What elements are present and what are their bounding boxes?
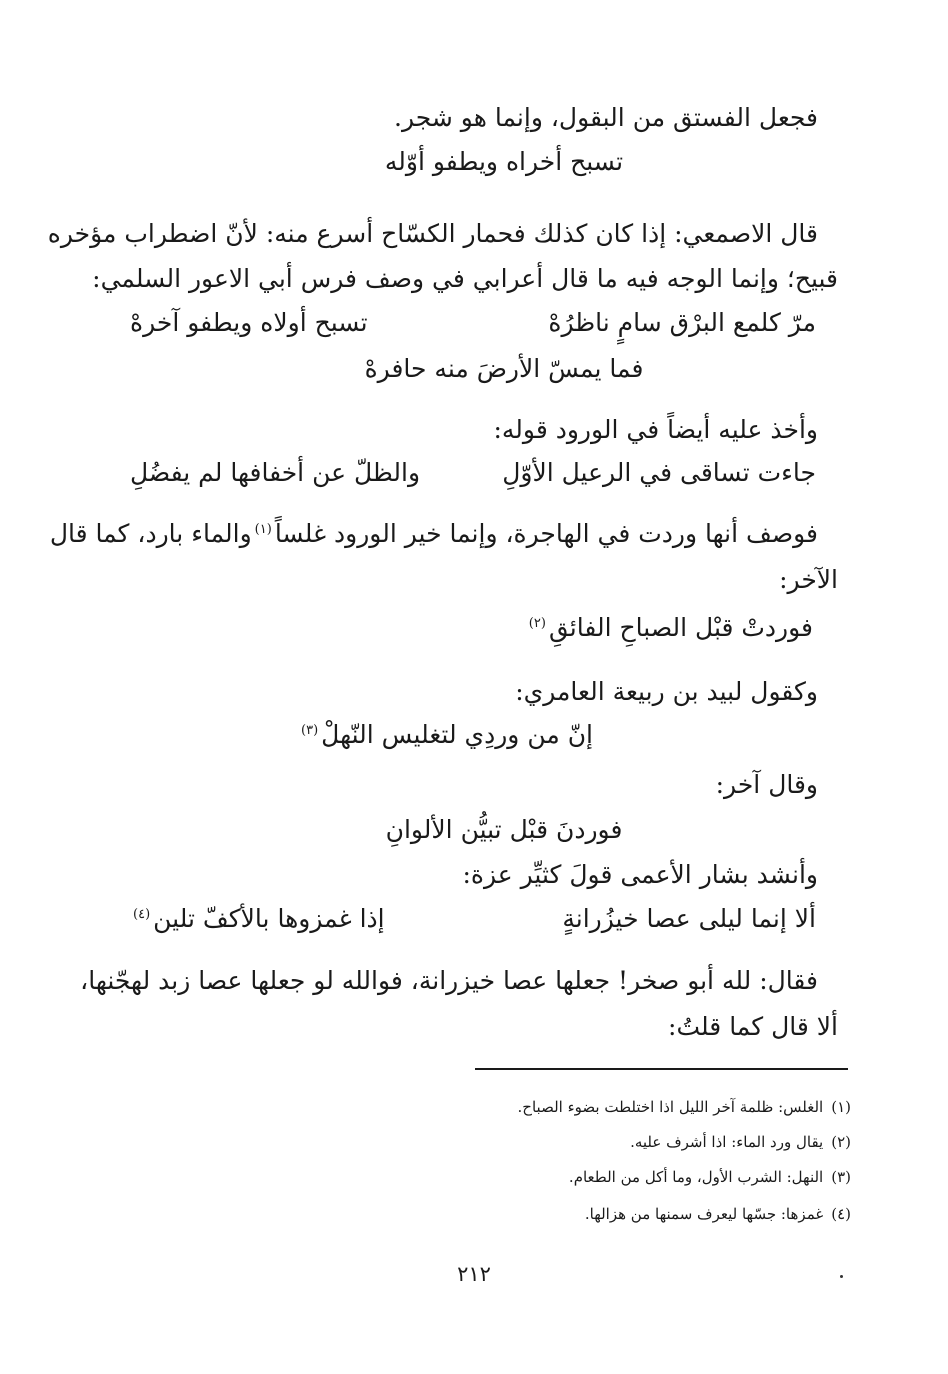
verse-hemistich-first: جاءت تساقى في الرعيل الأوّلِ xyxy=(502,458,816,487)
footnote xyxy=(518,1098,851,1116)
verse-couplet xyxy=(130,904,816,933)
footnote-marker: (٢) xyxy=(528,615,546,631)
verse-text: فوردتْ قبْل الصباحِ الفائقِ xyxy=(548,613,813,642)
paragraph-line: وكقول لبيد بن ربيعة العامري: xyxy=(515,677,818,706)
footnote-text: غمزها: جسّها ليعرف سمنها من هزالها. xyxy=(584,1205,824,1223)
verse-hemistich-second: تسبح أولاه ويطفو آخرهْ xyxy=(130,308,368,337)
footnote-marker: (٣) xyxy=(301,722,319,738)
verse-line xyxy=(526,613,813,642)
verse-hemistich-first: مرّ كلمع البرْق سامٍ ناظرُهْ xyxy=(548,308,816,337)
footnote-divider xyxy=(475,1068,848,1070)
page-number: ٢١٢ xyxy=(457,1262,491,1286)
footnote xyxy=(630,1133,851,1151)
paragraph-line: الآخر: xyxy=(779,565,838,594)
paragraph-text: والماء بارد، كما قال xyxy=(49,519,252,548)
paragraph-line: قال الاصمعي: إذا كان كذلك فحمار الكسّاح أسرع منه: لأنّ اضطراب مؤخره xyxy=(47,219,818,248)
verse-line: فوردنَ قبْل تبيُّن الألوانِ xyxy=(385,815,623,844)
verse-hemistich-first: ألا إنما ليلى عصا خيزُرانةٍ xyxy=(562,904,816,933)
footnote-number: (٢) xyxy=(831,1133,851,1151)
paragraph-line: وأخذ عليه أيضاً في الورود قوله: xyxy=(493,415,818,444)
paragraph-line: وأنشد بشار الأعمى قولَ كثيِّر عزة: xyxy=(462,860,818,889)
footnote-text: يقال ورد الماء: اذا أشرف عليه. xyxy=(630,1133,824,1151)
paragraph-line: وقال آخر: xyxy=(715,770,818,799)
verse-hemistich-second: والظلّ عن أخفافها لم يفضُلِ xyxy=(130,458,421,487)
paragraph-line: ألا قال كما قلتُ: xyxy=(668,1012,838,1041)
verse-couplet xyxy=(130,458,816,487)
paragraph-line xyxy=(49,519,818,548)
footnote-number: (٣) xyxy=(831,1168,851,1186)
verse-line xyxy=(298,720,593,749)
paragraph-line: فقال: لله أبو صخر! جعلها عصا خيزرانة، فوالله لو جعلها عصا زبد لهجّنها، xyxy=(80,966,818,995)
verse-line: فما يمسّ الأرضَ منه حافرهْ xyxy=(364,354,644,383)
footnote-number: (٤) xyxy=(831,1205,851,1223)
verse-hemistich-second: إذا غمزوها بالأكفّ تلين xyxy=(153,904,385,933)
paragraph-line: قبيح؛ وإنما الوجه فيه ما قال أعرابي في وصف فرس أبي الاعور السلمي: xyxy=(92,264,838,293)
paragraph-text: فوصف أنها وردت في الهاجرة، وإنما خير الورود غلساً xyxy=(274,519,818,548)
verse-couplet xyxy=(130,308,816,337)
footnote-marker: (١) xyxy=(254,521,272,537)
footnote-text: الغلس: ظلمة آخر الليل اذا اختلطت بضوء الصباح. xyxy=(517,1098,824,1116)
verse-text: إنّ من وردِي لتغليس النّهلْ xyxy=(321,720,593,749)
footnote xyxy=(569,1168,851,1186)
print-speck xyxy=(840,1275,843,1278)
verse-line: تسبح أخراه ويطفو أوّله xyxy=(384,147,624,176)
footnote-marker: (٤) xyxy=(133,906,151,922)
footnote-number: (١) xyxy=(831,1098,851,1116)
footnote xyxy=(585,1205,851,1223)
paragraph-line: فجعل الفستق من البقول، وإنما هو شجر. xyxy=(394,103,818,132)
footnote-text: النهل: الشرب الأول، وما أكل من الطعام. xyxy=(568,1168,824,1186)
